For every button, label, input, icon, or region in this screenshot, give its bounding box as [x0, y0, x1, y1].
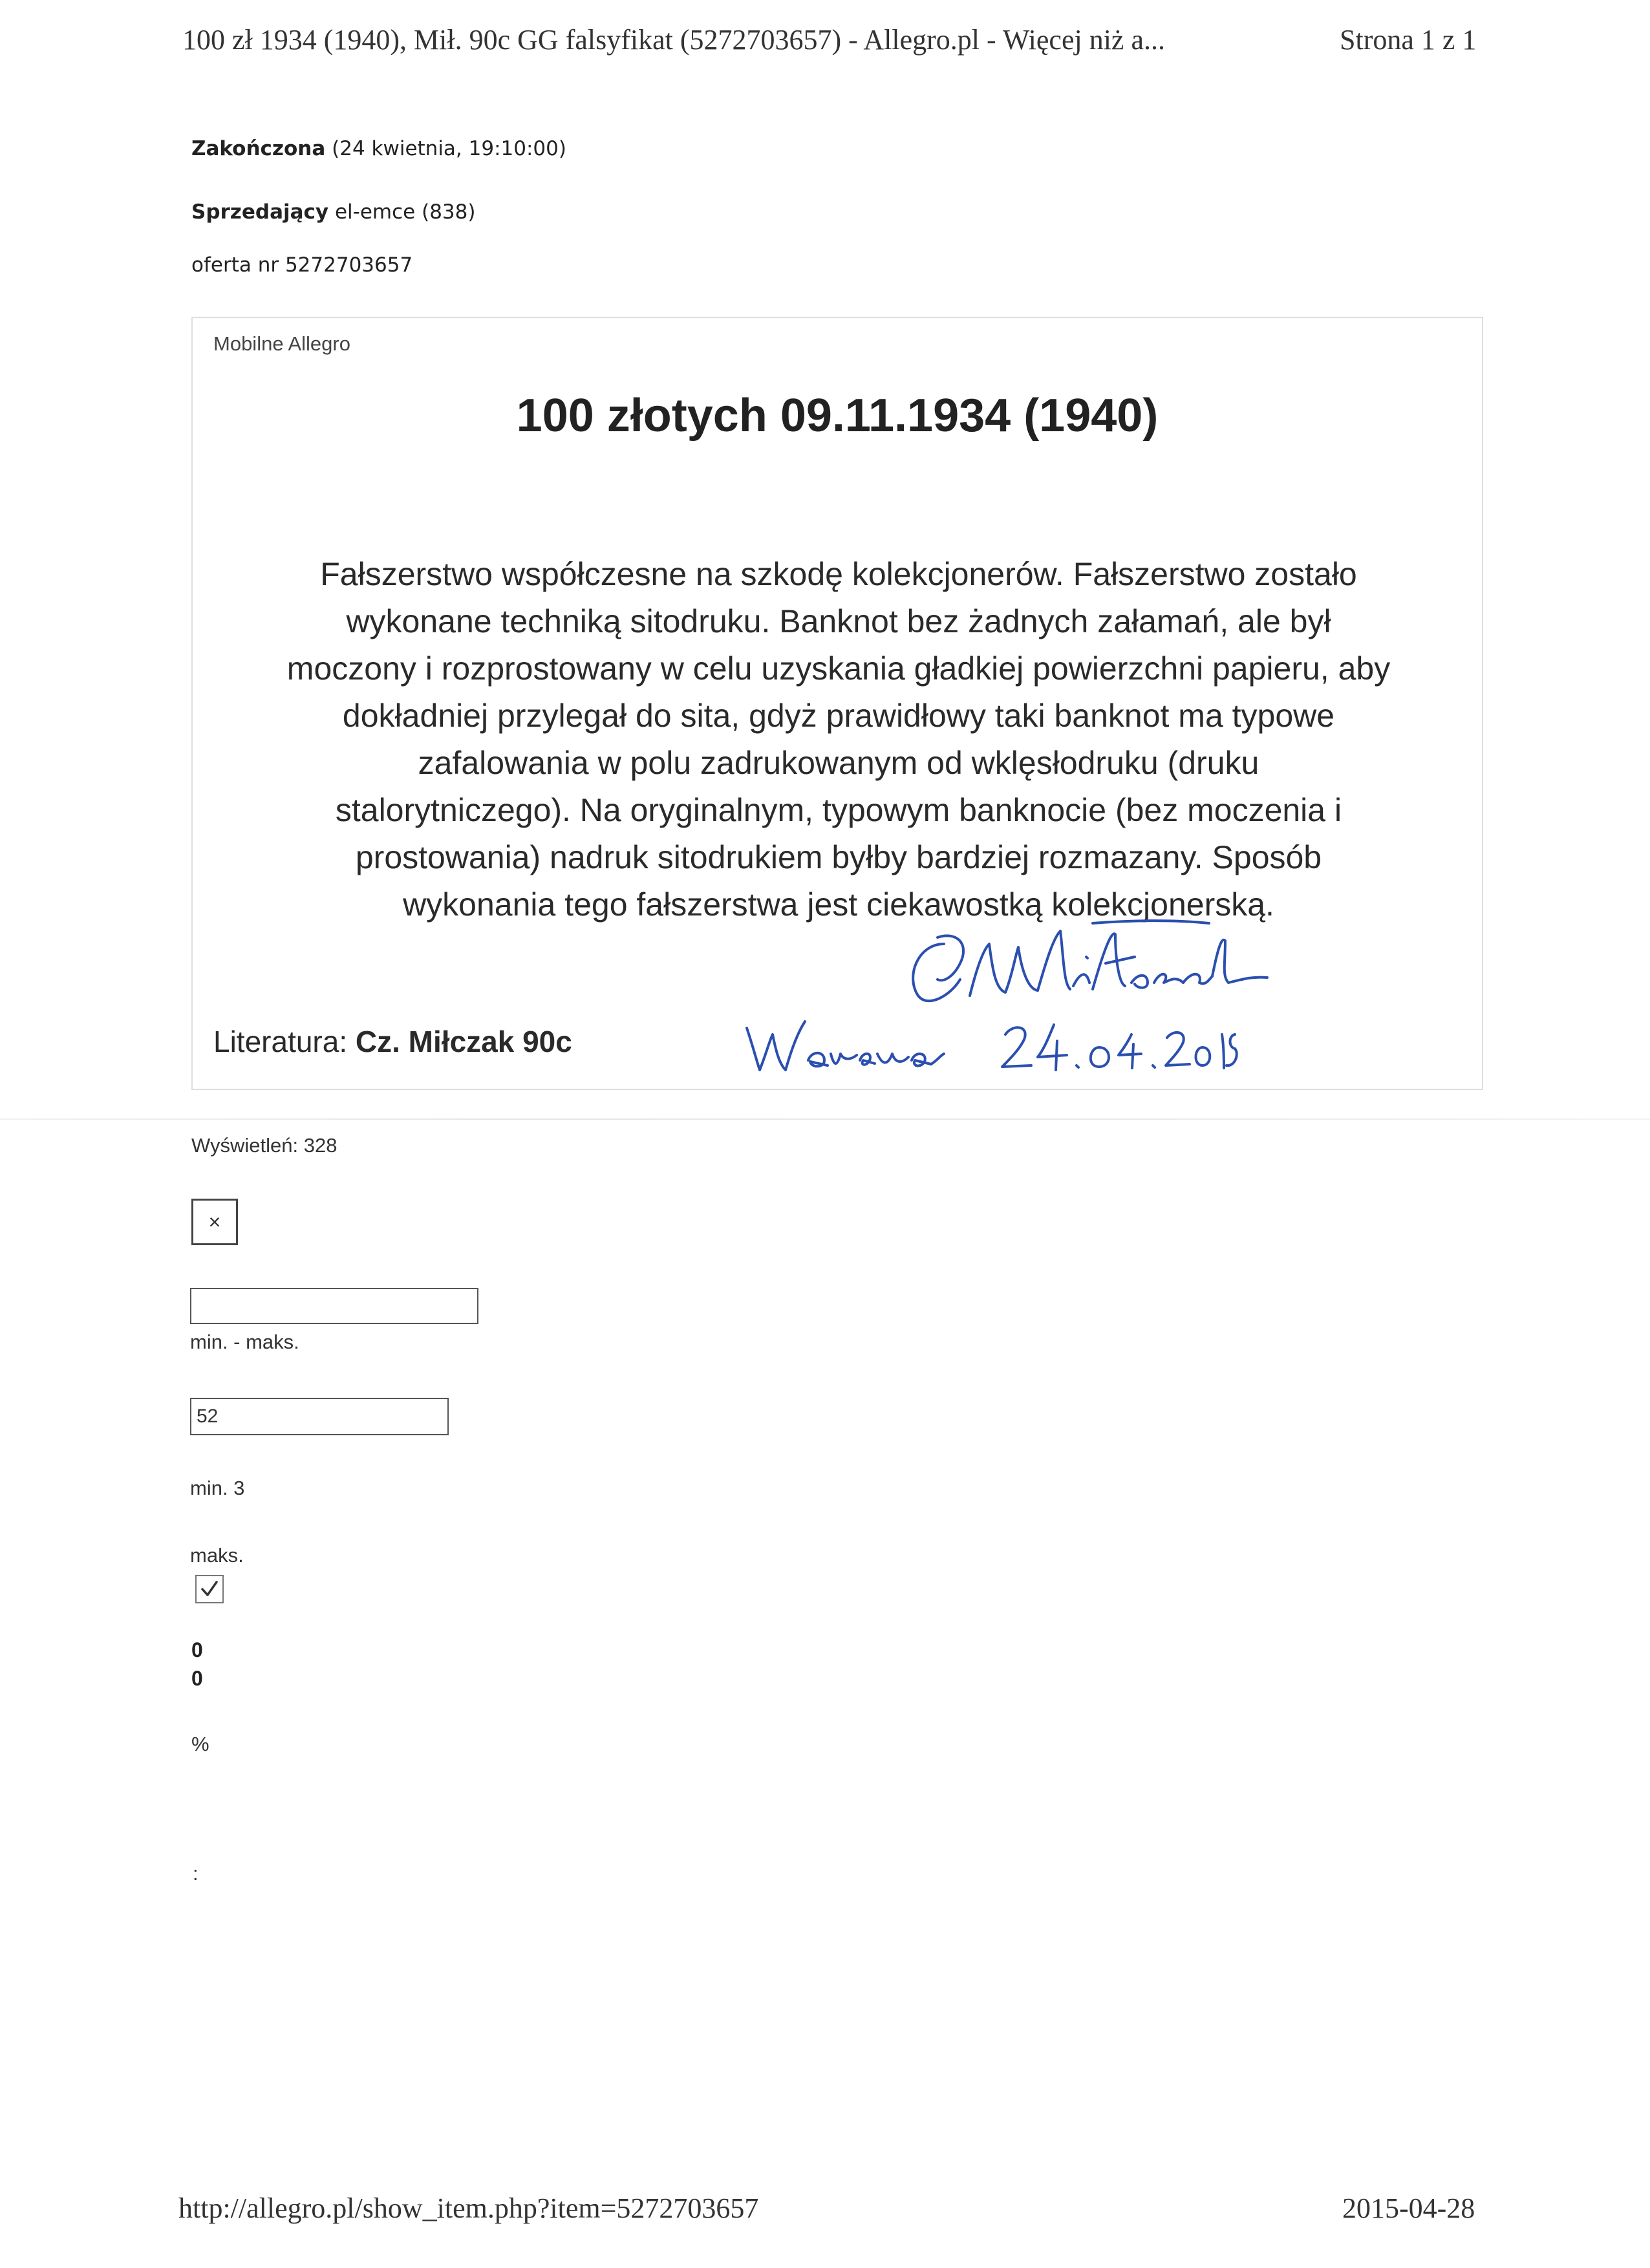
description-box [191, 317, 1483, 1090]
description-line: dokładniej przylegał do sita, gdyż prawidłowy taki banknot ma typowe [342, 698, 1335, 734]
seller-name[interactable]: el-emce (838) [334, 200, 476, 224]
description-line: prostowania) nadruk sitodrukiem byłby bardziej rozmazany. Sposób [355, 839, 1322, 875]
colon-label: : [193, 1862, 198, 1885]
confirm-checkbox[interactable] [195, 1575, 224, 1603]
counter-value-b: 0 [191, 1667, 203, 1690]
handwritten-place-date [734, 1009, 1238, 1080]
description-line: stalorytniczego). Na oryginalnym, typowym banknocie (bez moczenia i [335, 792, 1342, 828]
literature-label: Literatura: [213, 1025, 348, 1058]
print-footer-date: 2015-04-28 [1342, 2192, 1475, 2224]
print-header-title: 100 zł 1934 (1940), Mił. 90c GG falsyfikat (5272703657) - Allegro.pl - Więcej niż a... [182, 24, 1165, 56]
price-range-hint: min. - maks. [190, 1331, 299, 1353]
listing-seller [191, 200, 475, 224]
checkmark-icon [197, 1576, 222, 1602]
offer-number: oferta nr 5272703657 [191, 253, 413, 277]
views-count: Wyświetleń: 328 [191, 1134, 338, 1157]
description-line: zafalowania w polu zadrukowanym od wklęsłodruku (druku [418, 745, 1259, 781]
seller-label: Sprzedający [191, 200, 329, 224]
close-icon: × [208, 1210, 221, 1234]
percent-sign: % [191, 1733, 209, 1755]
listing-status [191, 137, 566, 160]
quantity-input[interactable] [190, 1398, 449, 1435]
handwritten-signature [899, 918, 1274, 1022]
description-line: Fałszerstwo współczesne na szkodę kolekcjonerów. Fałszerstwo zostało [320, 556, 1357, 592]
description-line: wykonane techniką sitodruku. Banknot bez żadnych załamań, ale był [346, 603, 1331, 639]
description-text [206, 551, 1472, 928]
counter-value-a: 0 [191, 1638, 203, 1662]
page-divider [0, 1118, 1650, 1120]
print-header-page-indicator: Strona 1 z 1 [1340, 24, 1477, 56]
status-date: (24 kwietnia, 19:10:00) [332, 137, 566, 160]
min-quantity-label: min. 3 [190, 1477, 245, 1499]
literature [213, 1024, 572, 1059]
description-title: 100 złotych 09.11.1934 (1940) [516, 390, 1159, 442]
max-quantity-label: maks. [190, 1544, 244, 1567]
literature-value: Cz. Miłczak 90c [355, 1025, 572, 1058]
price-range-input[interactable] [190, 1288, 478, 1324]
status-label: Zakończona [191, 137, 326, 160]
description-line: wykonania tego fałszerstwa jest ciekawostką kolekcjonerską. [403, 886, 1274, 923]
close-button[interactable] [191, 1199, 238, 1245]
print-footer-url: http://allegro.pl/show_item.php?item=5272703657 [178, 2192, 759, 2224]
mobile-allegro-label: Mobilne Allegro [213, 332, 350, 355]
description-line: moczony i rozprostowany w celu uzyskania gładkiej powierzchni papieru, aby [286, 650, 1391, 687]
